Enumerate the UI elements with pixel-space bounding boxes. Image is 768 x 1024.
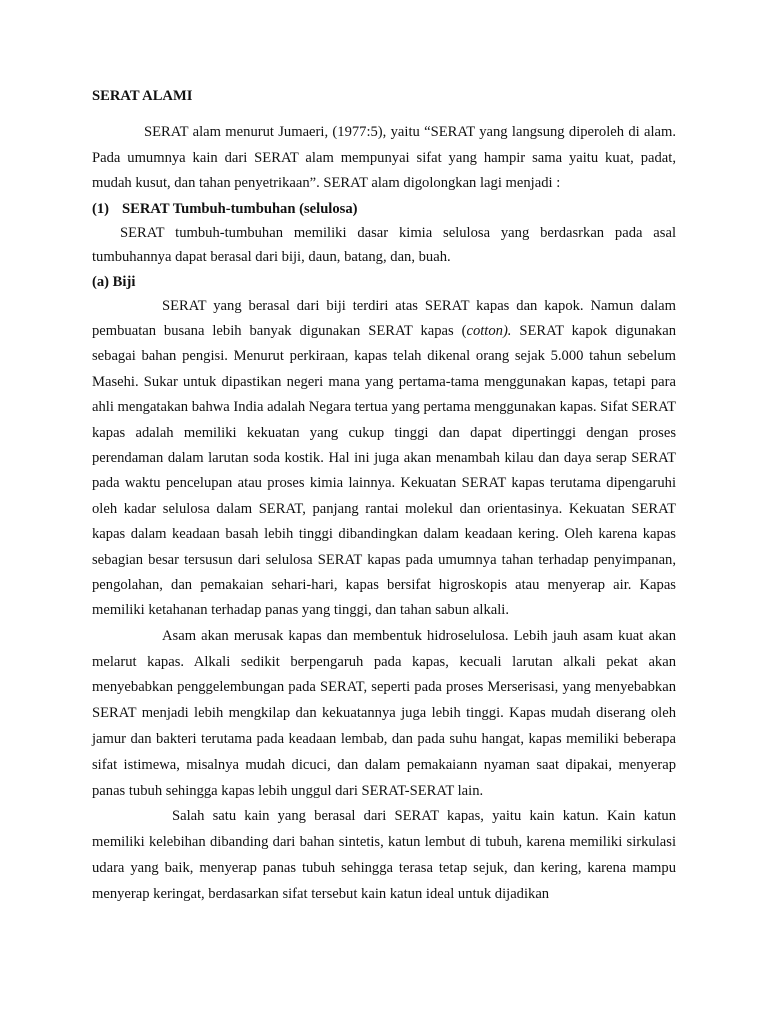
section-1-number: (1) bbox=[92, 200, 110, 217]
katun-paragraph: Salah satu kain yang berasal dari SERAT kapas, yaitu kain katun. Kain katun memiliki kelebihan dibanding dari bahan sintetis, katun lembut di tubuh, karena memiliki sirkulasi udara yang baik, menyerap panas tubuh sehingga terasa tetap sejuk, dan kering, karena mampu menyerap keringat, berdasarkan sifat tersebut kain katun ideal untuk dijadikan bbox=[92, 808, 676, 902]
section-1-paragraph: SERAT tumbuh-tumbuhan memiliki dasar kimia selulosa yang berdasrkan pada asal tumbuhannya dapat berasal dari biji, daun, batang, dan, buah. bbox=[92, 224, 676, 265]
asam-paragraph: Asam akan merusak kapas dan membentuk hidroselulosa. Lebih jauh asam kuat akan melarut kapas. Alkali sedikit berpengaruh pada kapas, kecuali larutan alkali pekat akan menyebabkan penggelembungan pada SERAT, seperti pada proses Merserisasi, yang menyebabkan SERAT menjadi lebih mengkilap dan kekuatannya juga lebih tinggi. Kapas mudah diserang oleh jamur dan bakteri terutama pada keadaan lembab, dan pada suhu hangat, kapas memiliki beberapa sifat istimewa, misalnya mudah dicuci, dan dalam pemakaiann nyaman saat dipakai, menyerap panas tubuh sehingga kapas lebih unggul dari SERAT-SERAT lain. bbox=[92, 627, 676, 799]
document-title: SERAT ALAMI bbox=[92, 88, 193, 104]
biji-text-1: SERAT yang berasal dari biji terdiri atas SERAT kapas dan kapok. Namun dalam pembuatan busana lebih banyak digunakan SERAT kapas ( bbox=[92, 297, 676, 339]
biji-italic-cotton: cotton). bbox=[466, 322, 512, 339]
document-page bbox=[92, 84, 676, 908]
subsection-a-heading: (a) Biji bbox=[92, 273, 136, 290]
section-1-heading bbox=[92, 197, 676, 221]
section-1-title: SERAT Tumbuh-tumbuhan (selulosa) bbox=[122, 200, 358, 217]
biji-paragraph bbox=[92, 294, 676, 624]
intro-paragraph: SERAT alam menurut Jumaeri, (1977:5), yaitu “SERAT yang langsung diperoleh di alam. Pada umumnya kain dari SERAT alam mempunyai sifat yang hampir sama yaitu kuat, padat, mudah kusut, dan tahan penyetrikaan”. SERAT alam digolongkan lagi menjadi : bbox=[92, 124, 676, 191]
biji-text-2: SERAT kapok digunakan sebagai bahan pengisi. Menurut perkiraan, kapas telah dikenal orang sejak 5.000 tahun sebelum Masehi. Sukar untuk dipastikan negeri mana yang pertama-tama menggunakan kapas, tetapi para ahli mengatakan bahwa India adalah Negara tertua yang pertama menggunakan kapas. Sifat SERAT kapas adalah memiliki kekuatan yang cukup tinggi dan dapat dipertinggi dengan proses perendaman dalam larutan soda kostik. Hal ini juga akan menambah kilau dan daya serap SERAT pada waktu pencelupan atau proses kimia lainnya. Kekuatan SERAT kapas terutama dipengaruhi oleh kadar selulosa dalam SERAT, panjang rantai molekul dan orientasinya. Kekuatan SERAT kapas dalam keadaan basah lebih tinggi dibandingkan dalam keadaan kering. Oleh karena kapas sebagian besar tersusun dari selulosa SERAT kapas pada umumnya tahan terhadap penyimpanan, pengolahan, dan pemakaian sehari-hari, kapas bersifat higroskopis atau menyerap air. Kapas memiliki ketahanan terhadap panas yang tinggi, dan tahan sabun alkali. bbox=[92, 322, 676, 619]
